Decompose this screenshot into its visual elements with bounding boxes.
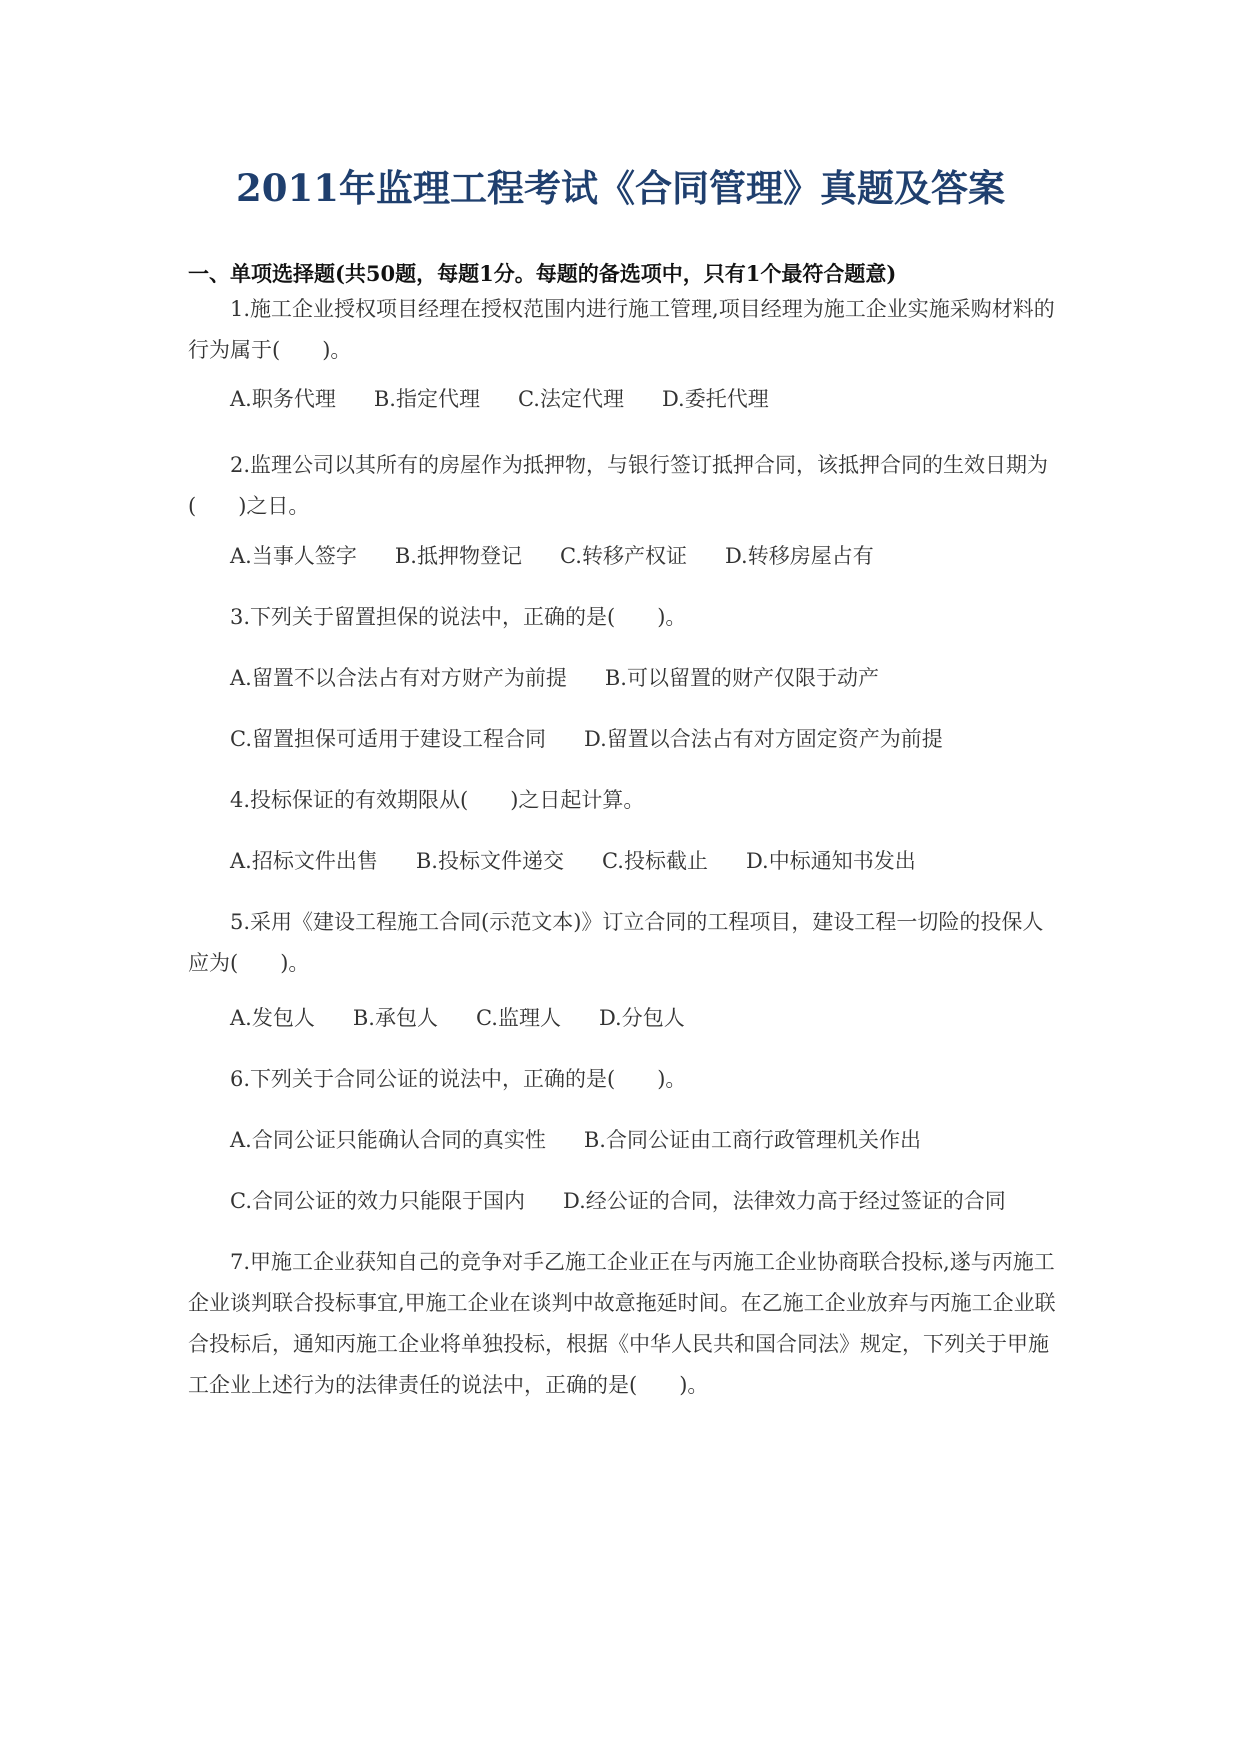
option-d: D.分包人 xyxy=(598,1006,685,1030)
option-a: A.合同公证只能确认合同的真实性 xyxy=(230,1128,546,1152)
option-a: A.招标文件出售 xyxy=(230,849,378,873)
document-title: 2011年监理工程考试《合同管理》真题及答案 xyxy=(236,166,1005,210)
option-c: C.合同公证的效力只能限于国内 xyxy=(230,1189,525,1213)
section-heading: 一、单项选择题(共50题，每题1分。每题的备选项中，只有1个最符合题意) xyxy=(188,261,897,286)
question-3-options-line-1 xyxy=(230,663,917,693)
option-d: D.委托代理 xyxy=(661,387,769,411)
option-a: A.发包人 xyxy=(230,1006,315,1030)
question-5-options xyxy=(230,1003,723,1033)
question-4-stem: 4.投标保证的有效期限从( )之日起计算。 xyxy=(230,788,645,812)
question-1-stem: 1.施工企业授权项目经理在授权范围内进行施工管理,项目经理为施工企业实施采购材料的行为属于( )。 xyxy=(188,297,1055,362)
question-2-options xyxy=(230,541,912,571)
option-c: C.投标截止 xyxy=(601,849,708,873)
question-3-options-line-2 xyxy=(230,724,981,754)
option-c: C.监理人 xyxy=(475,1006,561,1030)
question-6-stem: 6.下列关于合同公证的说法中，正确的是( )。 xyxy=(230,1067,687,1091)
option-d: D.留置以合法占有对方固定资产为前提 xyxy=(584,727,943,751)
option-d: D.经公证的合同，法律效力高于经过签证的合同 xyxy=(563,1189,1006,1213)
option-b: B.指定代理 xyxy=(373,387,480,411)
option-c: C.留置担保可适用于建设工程合同 xyxy=(230,727,546,751)
question-7-stem: 7.甲施工企业获知自己的竞争对手乙施工企业正在与丙施工企业协商联合投标,遂与丙施工企业谈判联合投标事宜,甲施工企业在谈判中故意拖延时间。在乙施工企业放弃与丙施工企业联合投标后，通知丙施工企业将单独投标，根据《中华人民共和国合同法》规定，下列关于甲施工企业上述行为的法律责任的说法中，正确的是( )。 xyxy=(188,1250,1056,1397)
option-b: B.可以留置的财产仅限于动产 xyxy=(604,666,879,690)
question-6-options-line-2 xyxy=(230,1186,1044,1216)
question-2-stem: 2.监理公司以其所有的房屋作为抵押物，与银行签订抵押合同，该抵押合同的生效日期为( )之日。 xyxy=(188,453,1049,518)
option-a: A.留置不以合法占有对方财产为前提 xyxy=(230,666,567,690)
question-6-options-line-1 xyxy=(230,1125,959,1155)
question-3-stem: 3.下列关于留置担保的说法中，正确的是( )。 xyxy=(230,605,687,629)
question-5-stem: 5.采用《建设工程施工合同(示范文本)》订立合同的工程项目，建设工程一切险的投保人应为( )。 xyxy=(188,910,1044,975)
option-b: B.投标文件递交 xyxy=(415,849,564,873)
option-a: A.当事人签字 xyxy=(230,544,357,568)
question-4-options xyxy=(230,846,954,876)
option-b: B.承包人 xyxy=(352,1006,438,1030)
option-b: B.合同公证由工商行政管理机关作出 xyxy=(583,1128,921,1152)
option-a: A.职务代理 xyxy=(230,387,336,411)
option-d: D.转移房屋占有 xyxy=(724,544,874,568)
question-1-options xyxy=(230,384,807,414)
option-c: C.转移产权证 xyxy=(559,544,687,568)
option-b: B.抵押物登记 xyxy=(394,544,522,568)
option-c: C.法定代理 xyxy=(517,387,624,411)
option-d: D.中标通知书发出 xyxy=(745,849,916,873)
